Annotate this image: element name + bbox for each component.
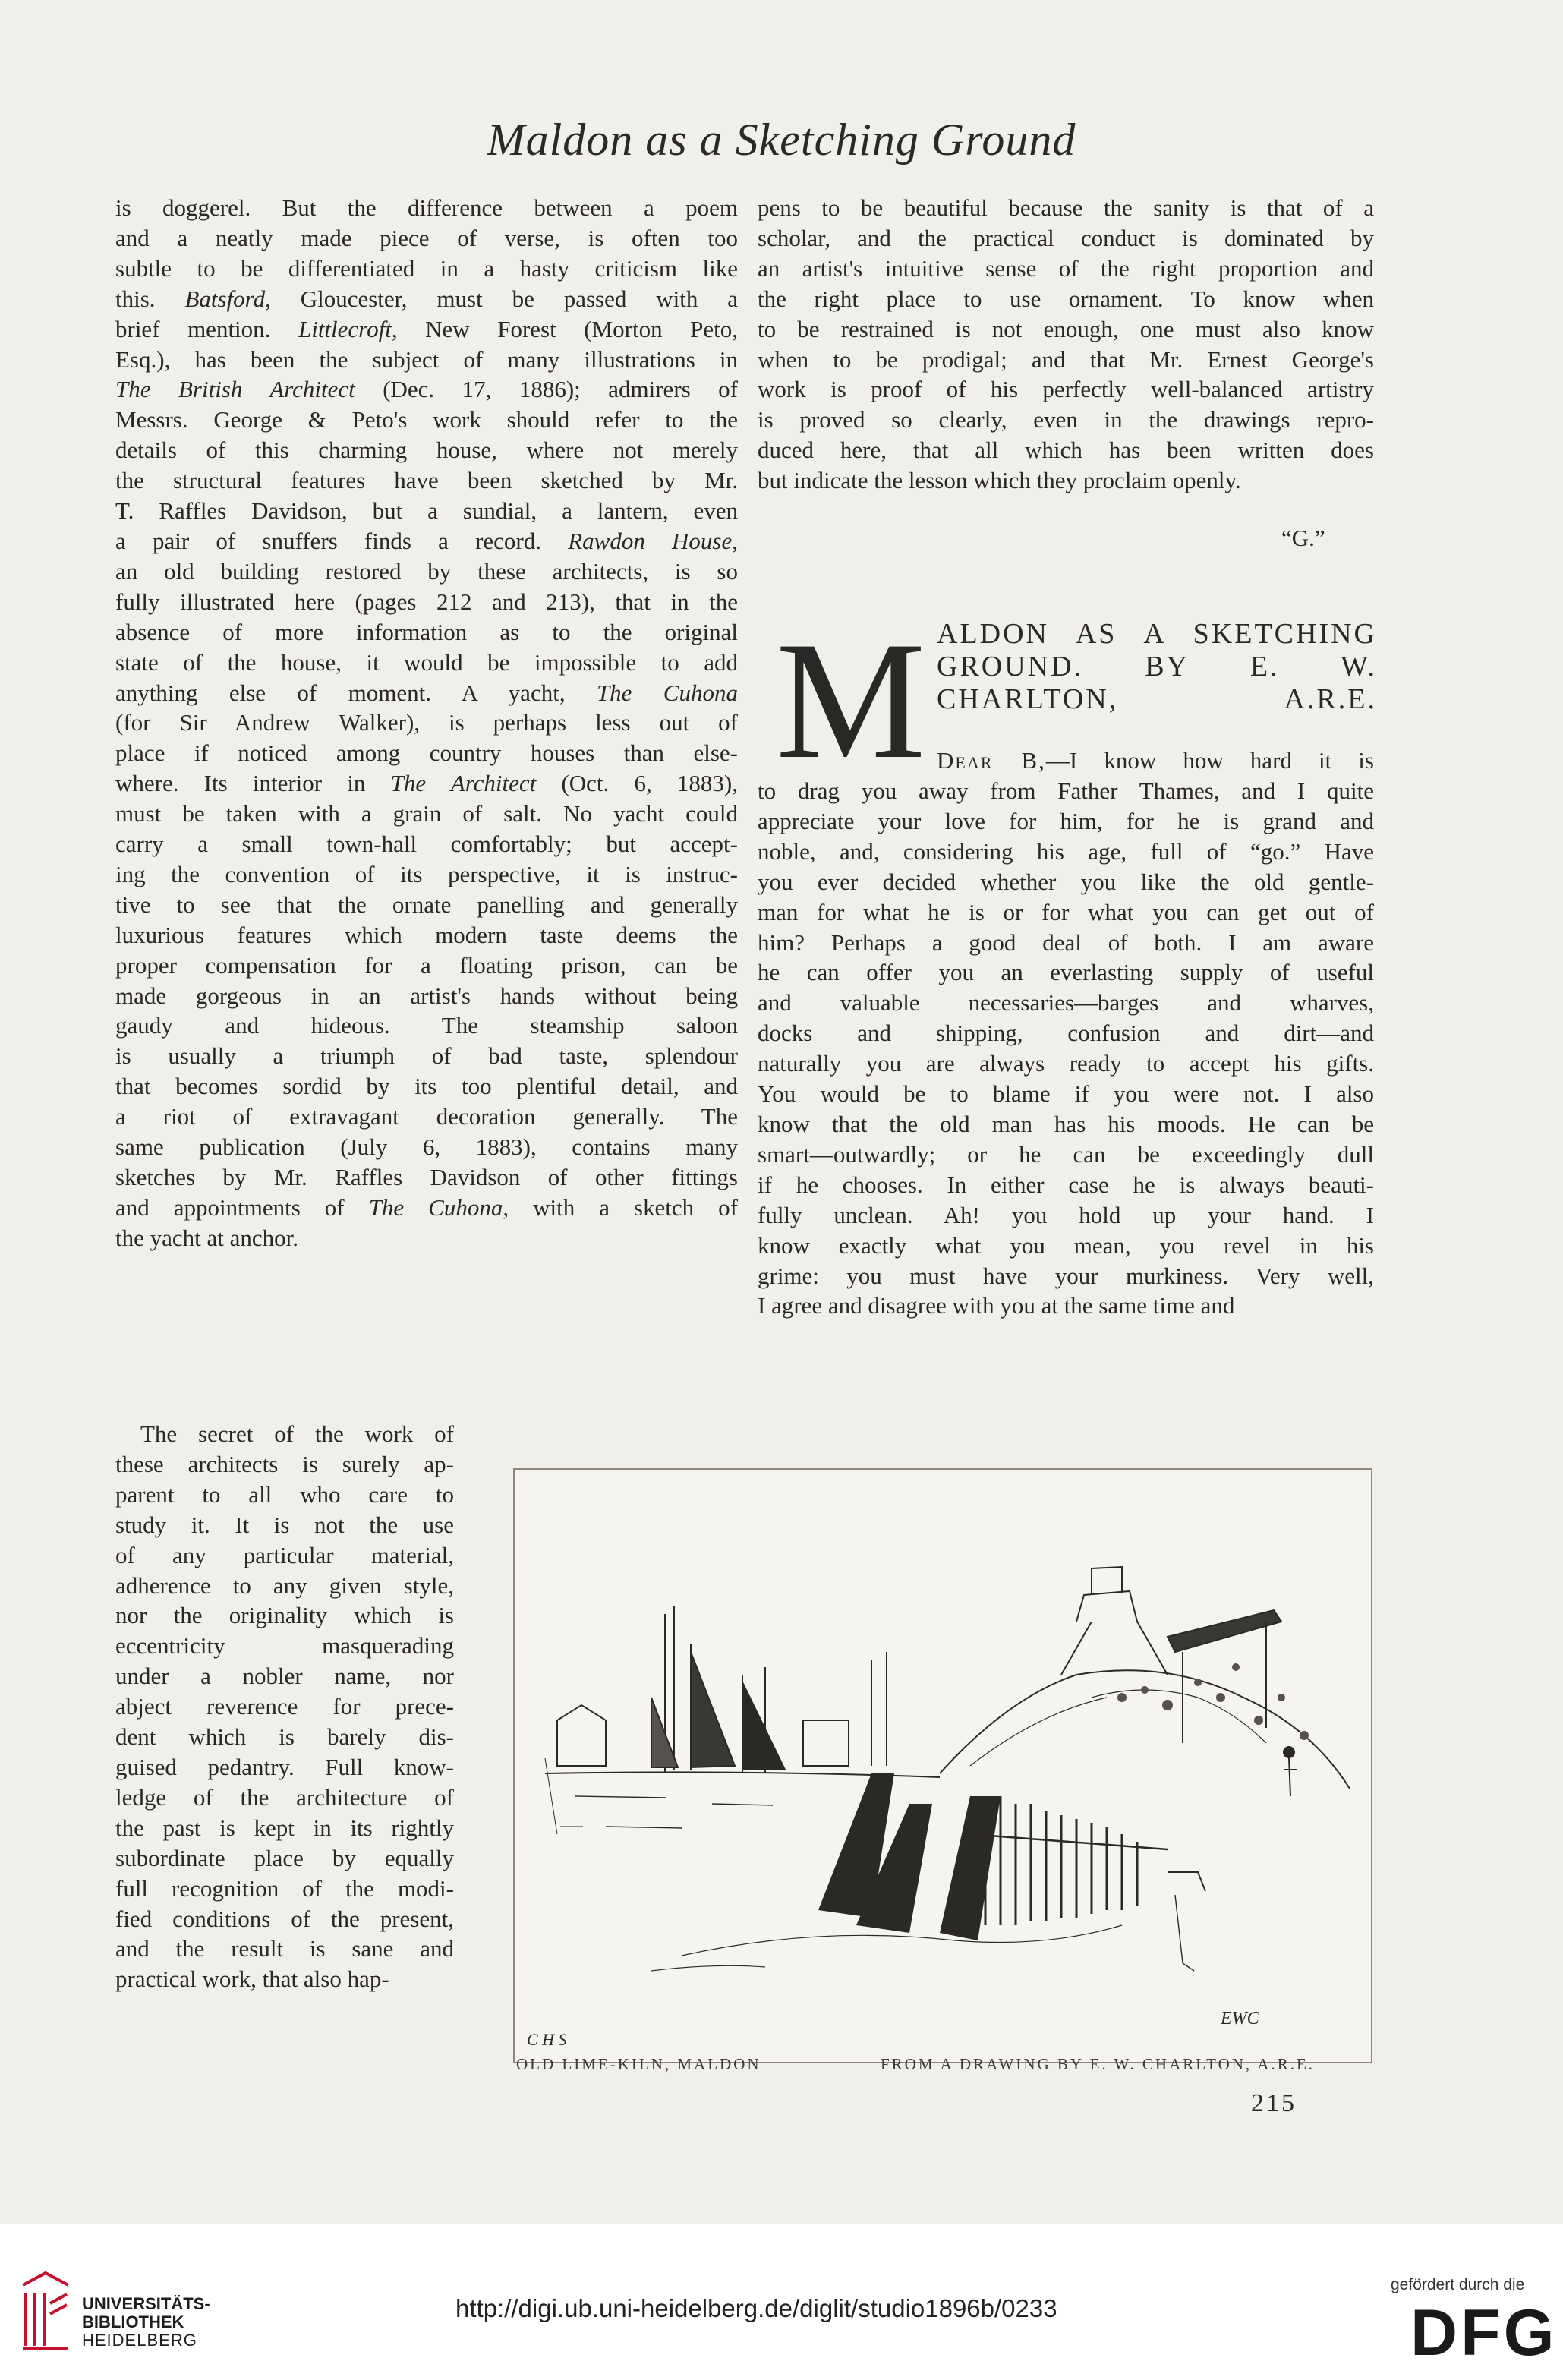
text-line: brief mention. Littlecroft, New Forest (Morton Peto, [115,315,738,342]
text-line: duced here, that all which has been written does [758,437,1374,464]
text-line: anything else of moment. A yacht, The Cuhona [115,679,738,706]
library-name-line: HEIDELBERG [82,2331,197,2350]
text-line: abject reverence for prece- [115,1693,454,1720]
right-column-text [758,193,1374,496]
text-line: pens to be beautiful because the sanity is that of a [758,194,1374,221]
text-line: scholar, and the practical conduct is dominated by [758,224,1374,251]
text-line: You would be to blame if you were not. I also [758,1080,1374,1108]
text-line: know exactly what you mean, you revel in his [758,1231,1374,1259]
text-line: is usually a triumph of bad taste, splendour [115,1042,738,1070]
text-line: proper compensation for a floating prison, can be [115,951,738,979]
text-line: know that the old man has his moods. He can be [758,1110,1374,1137]
text-line: fully unclean. Ah! you hold up your hand. I [758,1201,1374,1228]
text-line: fied conditions of the present, [115,1905,454,1932]
dfg-logo[interactable]: DFG [1410,2296,1558,2369]
funding-label: gefördert durch die [1391,2276,1525,2293]
text-line: sketches by Mr. Raffles Davidson of other fittings [115,1164,738,1190]
left-column-narrow-text [115,1419,454,1994]
text-line: is proved so clearly, even in the drawings repro- [758,406,1374,433]
running-head: Maldon as a Sketching Ground [487,115,1076,165]
text-line: Messrs. George & Peto's work should refer to the [115,406,738,433]
text-line: subtle to be differentiated in a hasty criticism like [115,254,738,282]
text-line: guised pedantry. Full know- [115,1753,454,1780]
text-line: of any particular material, [115,1541,454,1568]
text-line: an artist's intuitive sense of the right proportion and [758,254,1374,282]
text-line: you ever decided whether you like the old gentle- [758,868,1374,895]
text-line: the right place to use ornament. To know when [758,285,1374,312]
page-number: 215 [1251,2089,1297,2117]
letter-opening-line [937,746,1374,776]
text-line: luxurious features which modern taste deems the [115,921,738,948]
article-title-line: GROUND. BY E. W. [937,651,1377,682]
text-line: he can offer you an everlasting supply of useful [758,959,1374,986]
text-line: and the result is sane and [115,1935,454,1962]
source-url-link[interactable]: http://digi.ub.uni-heidelberg.de/diglit/studio1896b/0233 [455,2294,1057,2322]
text-line: to be restrained is not enough, one must also know [758,315,1374,342]
text-line: work is proof of his perfectly well-balanced artistry [758,376,1374,403]
salutation: Dear B, [937,747,1046,774]
left-paragraph-2 [115,1419,454,1994]
text-line: parent to all who care to [115,1480,454,1508]
library-name-line: UNIVERSITÄTS- [82,2294,210,2313]
left-paragraph-1 [115,193,738,1253]
text-line: place if noticed among country houses than else- [115,739,738,767]
text-line: where. Its interior in The Architect (Oct. 6, 1883), [115,770,739,797]
text-line: but indicate the lesson which they proclaim openly. [758,467,1241,494]
text-line: smart—outwardly; or he can be exceedingly dull [758,1140,1374,1168]
text-line: carry a small town-hall comfortably; but accept- [115,831,738,858]
text-line: study it. It is not the use [115,1511,454,1538]
text-line: subordinate place by equally [115,1844,454,1871]
article-title-line: CHARLTON, A.R.E. [937,683,1377,715]
signature: “G.” [1281,525,1325,551]
left-column-text [115,193,738,1253]
text-line: gaudy and hideous. The steamship saloon [115,1012,738,1039]
monogram-left: C H S [527,2030,567,2049]
text-line: to drag you away from Father Thames, and I quite [758,777,1374,804]
text-line: the structural features have been sketched by Mr. [115,467,738,494]
text-line: grime: you must have your murkiness. Very well, [758,1262,1374,1289]
article-title [937,618,1377,716]
text-line: nor the originality which is [115,1602,454,1629]
text-line: must be taken with a grain of salt. No yacht could [115,800,738,827]
letter-first-line: —I know how hard it is [1045,747,1374,774]
library-name-line: BIBLIOTHEK [82,2312,184,2331]
text-line: details of this charming house, where not merely [115,437,738,464]
article-title-line: ALDON AS A SKETCHING [937,618,1377,650]
text-line: state of the house, it would be impossible to add [115,648,738,676]
text-line: noble, and, considering his age, full of “go.” Have [758,837,1374,865]
university-library-name [82,2295,210,2350]
text-line: under a nobler name, nor [115,1663,454,1690]
caption-title: OLD LIME-KILN, MALDON [516,2055,761,2073]
lime-kiln-illustration [513,1468,1372,2063]
text-line: these architects is surely ap- [115,1450,454,1477]
text-line: fully illustrated here (pages 212 and 213), that in the [115,588,738,615]
text-line: when to be prodigal; and that Mr. Ernest George's [758,345,1374,373]
text-line: him? Perhaps a good deal of both. I am aware [758,928,1374,956]
text-line: ing the convention of its perspective, it is instruc- [115,860,738,887]
text-line: ledge of the architecture of [115,1783,454,1811]
text-line: man for what he is or for what you can get out of [758,898,1374,925]
text-line: that becomes sordid by its too plentiful detail, and [115,1073,738,1100]
text-line: dent which is barely dis- [115,1723,454,1751]
text-line: if he chooses. In either case he is always beauti- [758,1171,1374,1198]
monogram-right: EWC [1221,2009,1259,2029]
text-line: appreciate your love for him, for he is grand and [758,807,1374,834]
text-line: and valuable necessaries—barges and wharves, [758,989,1374,1017]
right-paragraph-2 [758,776,1374,1321]
text-line: I agree and disagree with you at the same time and [758,1292,1235,1319]
drop-cap: M [776,607,926,794]
text-line: The secret of the work of [140,1420,454,1447]
text-line: The British Architect (Dec. 17, 1886); admirers of [115,376,738,403]
text-line: tive to see that the ornate panelling and generally [115,891,738,918]
lime-kiln-drawing [515,1470,1371,2062]
right-paragraph-1 [758,193,1374,496]
text-line: a pair of snuffers finds a record. Rawdon House, [115,527,739,554]
text-line: Esq.), has been the subject of many illustrations in [115,345,738,373]
text-line: naturally you are always ready to accept his gifts. [758,1050,1374,1077]
text-line: eccentricity masquerading [115,1632,454,1660]
text-line: practical work, that also hap- [115,1965,389,1993]
text-line: a riot of extravagant decoration generally. The [115,1103,738,1130]
text-line: docks and shipping, confusion and dirt—and [758,1020,1374,1047]
text-line: T. Raffles Davidson, but a sundial, a lantern, even [115,497,738,525]
text-line: absence of more information as to the original [115,618,738,645]
text-line: adherence to any given style, [115,1571,454,1599]
text-line: made gorgeous in an artist's hands without being [115,982,738,1009]
text-line: and a neatly made piece of verse, is often too [115,224,738,251]
text-line: (for Sir Andrew Walker), is perhaps less out of [115,709,738,736]
text-line: an old building restored by these architects, is so [115,557,738,585]
text-line: the past is kept in its rightly [115,1814,454,1841]
text-line: is doggerel. But the difference between a poem [115,194,738,221]
text-line: the yacht at anchor. [115,1224,299,1251]
letter-body [758,776,1374,1321]
text-line: this. Batsford, Gloucester, must be passed with a [115,285,738,312]
university-library-logo-icon[interactable] [15,2270,76,2357]
text-line: and appointments of The Cuhona, with a sketch of [115,1193,738,1221]
caption-credit: FROM A DRAWING BY E. W. CHARLTON, A.R.E. [881,2055,1316,2073]
text-line: same publication (July 6, 1883), contains many [115,1133,738,1161]
text-line: full recognition of the modi- [115,1874,454,1902]
